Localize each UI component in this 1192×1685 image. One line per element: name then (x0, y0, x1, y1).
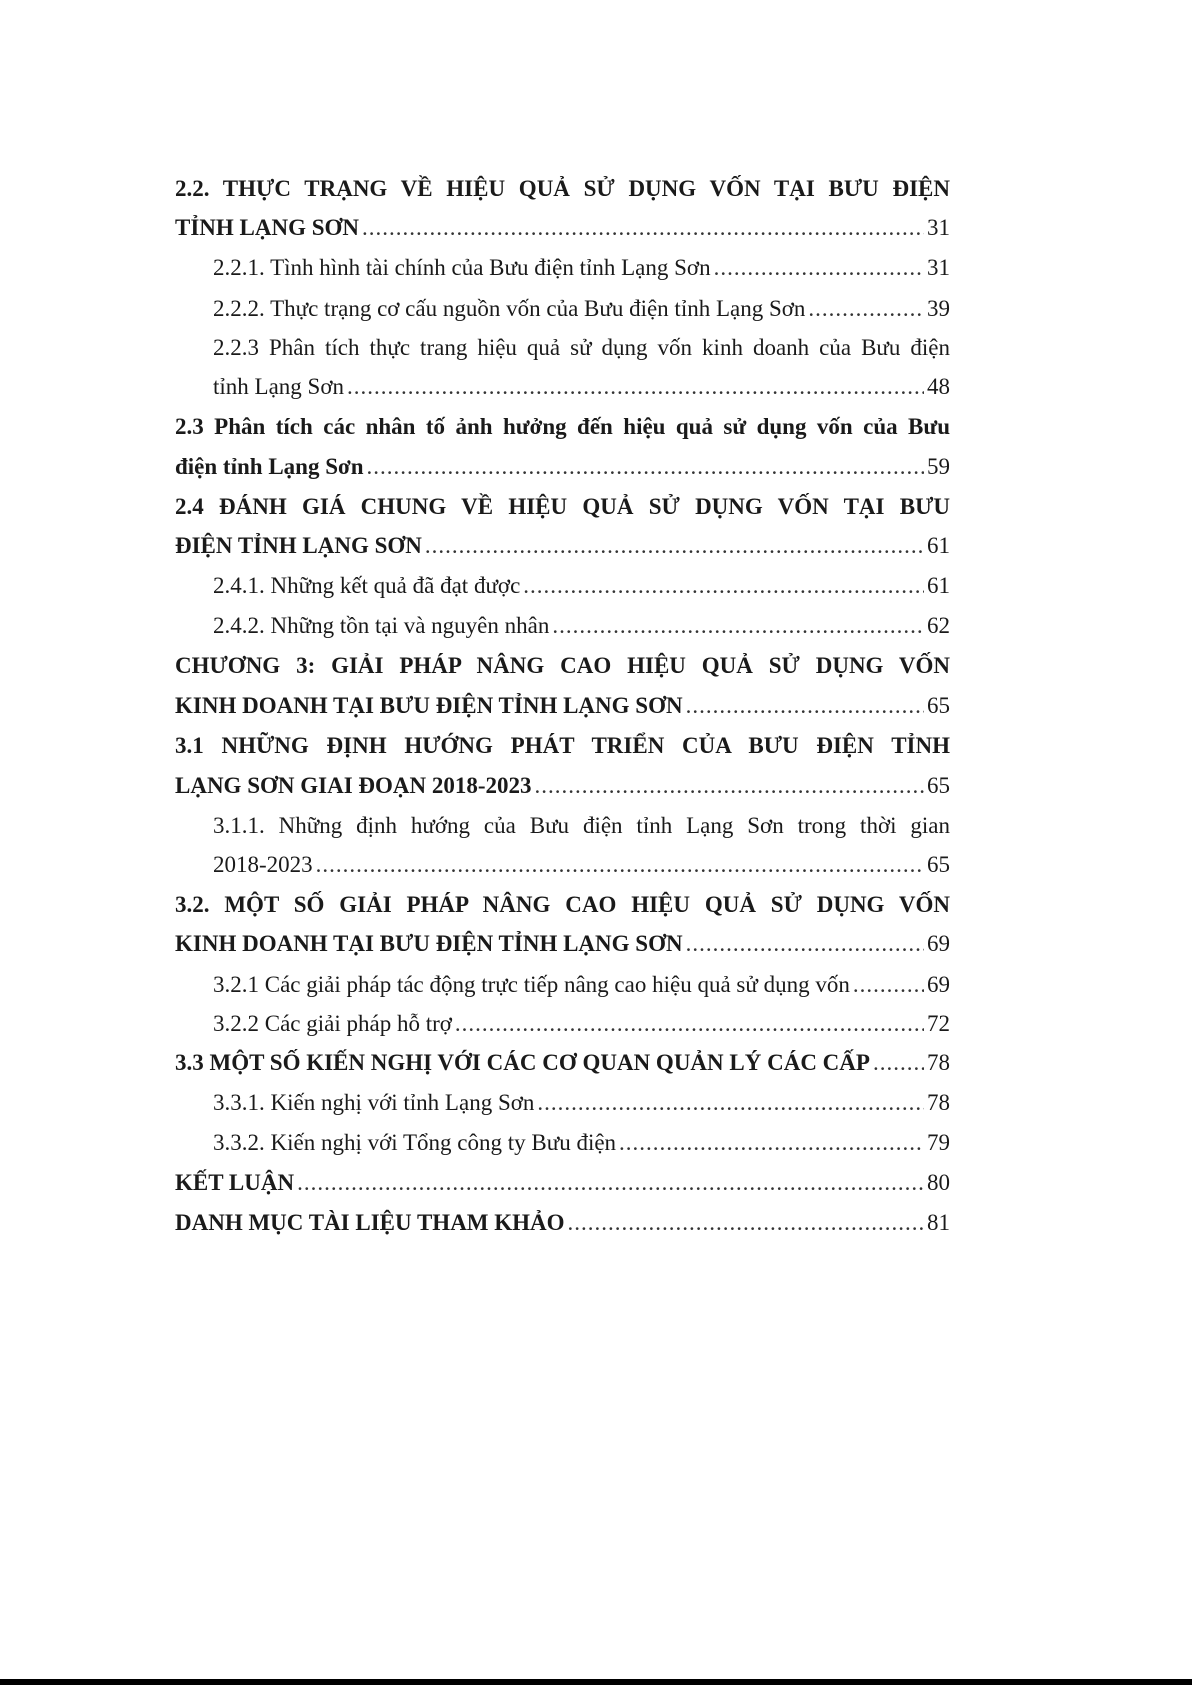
toc-entry-text: 3.1.1. Những định hướng của Bưu điện tỉnh Lạng Sơn trong thời gian (213, 813, 950, 838)
dot-leader (873, 1046, 924, 1080)
toc-entry-text: 2.2.1. Tình hình tài chính của Bưu điện tỉnh Lạng Sơn (213, 255, 711, 280)
toc-page-number: 61 (927, 573, 950, 598)
dot-leader (425, 529, 924, 563)
toc-entry-text: tỉnh Lạng Sơn (213, 374, 344, 399)
toc-page-number: 79 (927, 1130, 950, 1155)
toc-entry-text: 3.3.2. Kiến nghị với Tổng công ty Bưu điện (213, 1130, 617, 1155)
toc-page-number: 62 (927, 613, 950, 638)
dot-leader (714, 251, 924, 285)
toc-entry-text: 2.4 ĐÁNH GIÁ CHUNG VỀ HIỆU QUẢ SỬ DỤNG VỐN TẠI BƯU (175, 494, 950, 519)
dot-leader (686, 689, 924, 723)
toc-page-number: 69 (927, 972, 950, 997)
toc-page-number: 78 (927, 1090, 950, 1115)
toc-heading-3-1-cont[interactable] (175, 769, 950, 803)
toc-entry-2-4-1[interactable] (213, 569, 950, 603)
toc-heading-2-4-cont[interactable] (175, 529, 950, 563)
toc-entry-text: KINH DOANH TẠI BƯU ĐIỆN TỈNH LẠNG SƠN (175, 931, 683, 956)
dot-leader (297, 1166, 924, 1200)
toc-entry-3-2-1[interactable] (213, 968, 950, 1002)
toc-entry-3-3-2[interactable] (213, 1126, 950, 1160)
toc-heading-2-3 (175, 410, 950, 444)
toc-entry-text: 3.2. MỘT SỐ GIẢI PHÁP NÂNG CAO HIỆU QUẢ SỬ DỤNG VỐN (175, 892, 950, 917)
dot-leader (537, 1086, 924, 1120)
toc-heading-3-1 (175, 729, 950, 763)
toc-entry-2-2-cont[interactable] (175, 211, 950, 245)
dot-leader (808, 292, 924, 326)
toc-entry-2-4-2[interactable] (213, 609, 950, 643)
toc-entry-text: KẾT LUẬN (175, 1170, 295, 1195)
toc-page-number: 61 (927, 533, 950, 558)
dot-leader (455, 1007, 924, 1041)
dot-leader (347, 370, 924, 404)
toc-entry-text: 3.2.1 Các giải pháp tác động trực tiếp nâng cao hiệu quả sử dụng vốn (213, 972, 850, 997)
dot-leader (686, 927, 924, 961)
toc-heading-2-4 (175, 490, 950, 524)
toc-entry-text: 2.2.3 Phân tích thực trang hiệu quả sử dụng vốn kinh doanh của Bưu điện (213, 335, 950, 360)
toc-entry-2-2-2[interactable] (213, 292, 950, 326)
toc-entry-text: LẠNG SƠN GIAI ĐOẠN 2018-2023 (175, 773, 532, 798)
toc-page-number: 78 (927, 1050, 950, 1075)
toc-entry-text: KINH DOANH TẠI BƯU ĐIỆN TỈNH LẠNG SƠN (175, 693, 683, 718)
toc-entry-text: 2018-2023 (213, 852, 313, 877)
toc-page-number: 39 (927, 296, 950, 321)
toc-entry-text: 2.2.2. Thực trạng cơ cấu nguồn vốn của Bưu điện tỉnh Lạng Sơn (213, 296, 806, 321)
toc-entry-text: 2.4.2. Những tồn tại và nguyên nhân (213, 613, 550, 638)
toc-heading-3-2-cont[interactable] (175, 927, 950, 961)
toc-entry-text: 3.3 MỘT SỐ KIẾN NGHỊ VỚI CÁC CƠ QUAN QUẢN LÝ CÁC CẤP (175, 1050, 870, 1075)
toc-entry-text: 3.3.1. Kiến nghị với tỉnh Lạng Sơn (213, 1090, 535, 1115)
toc-entry-text: DANH MỤC TÀI LIỆU THAM KHẢO (175, 1210, 565, 1235)
dot-leader (523, 569, 924, 603)
toc-entry-text: ĐIỆN TỈNH LẠNG SƠN (175, 533, 422, 558)
toc-entry-text: 3.2.2 Các giải pháp hỗ trợ (213, 1011, 452, 1036)
toc-page-number: 81 (927, 1210, 950, 1235)
toc-entry-text: 3.1 NHỮNG ĐỊNH HƯỚNG PHÁT TRIỂN CỦA BƯU ĐIỆN TỈNH (175, 733, 950, 758)
toc-entry-text: 2.2. THỰC TRẠNG VỀ HIỆU QUẢ SỬ DỤNG VỐN TẠI BƯU ĐIỆN (175, 176, 950, 201)
toc-page-number: 31 (927, 255, 950, 280)
toc-page-number: 72 (927, 1011, 950, 1036)
toc-references[interactable] (175, 1206, 950, 1240)
toc-page-number: 65 (927, 773, 950, 798)
dot-leader (568, 1206, 924, 1240)
toc-conclusion[interactable] (175, 1166, 950, 1200)
page-bottom-edge (0, 1679, 1192, 1685)
toc-page-number: 65 (927, 852, 950, 877)
toc-entry-text: CHƯƠNG 3: GIẢI PHÁP NÂNG CAO HIỆU QUẢ SỬ DỤNG VỐN (175, 653, 950, 678)
dot-leader (367, 450, 924, 484)
toc-heading-3-2 (175, 888, 950, 922)
toc-entry-text: điện tỉnh Lạng Sơn (175, 454, 364, 479)
toc-chapter-3-cont[interactable] (175, 689, 950, 723)
dot-leader (535, 769, 924, 803)
toc-page-number: 31 (927, 215, 950, 240)
dot-leader (316, 848, 924, 882)
toc-entry-2-2-3-cont[interactable] (213, 370, 950, 404)
dot-leader (853, 968, 924, 1002)
toc-entry-3-3-1[interactable] (213, 1086, 950, 1120)
toc-entry-text: 2.3 Phân tích các nhân tố ảnh hưởng đến hiệu quả sử dụng vốn của Bưu (175, 414, 950, 439)
toc-entry-3-1-1-cont[interactable] (213, 848, 950, 882)
toc-page-number: 48 (927, 374, 950, 399)
toc-entry-2-2-3 (213, 331, 950, 365)
toc-heading-3-3[interactable] (175, 1046, 950, 1080)
dot-leader (619, 1126, 924, 1160)
toc-page-number: 80 (927, 1170, 950, 1195)
toc-chapter-3 (175, 649, 950, 683)
dot-leader (552, 609, 924, 643)
toc-page-number: 59 (927, 454, 950, 479)
toc-entry-3-1-1 (213, 809, 950, 843)
toc-entry-text: TỈNH LẠNG SƠN (175, 215, 360, 240)
toc-page-number: 65 (927, 693, 950, 718)
toc-page-number: 69 (927, 931, 950, 956)
toc-entry-3-2-2[interactable] (213, 1007, 950, 1041)
toc-entry-text: 2.4.1. Những kết quả đã đạt được (213, 573, 521, 598)
toc-heading-2-2 (175, 172, 950, 206)
dot-leader (362, 211, 924, 245)
toc-heading-2-3-cont[interactable] (175, 450, 950, 484)
toc-entry-2-2-1[interactable] (213, 251, 950, 285)
